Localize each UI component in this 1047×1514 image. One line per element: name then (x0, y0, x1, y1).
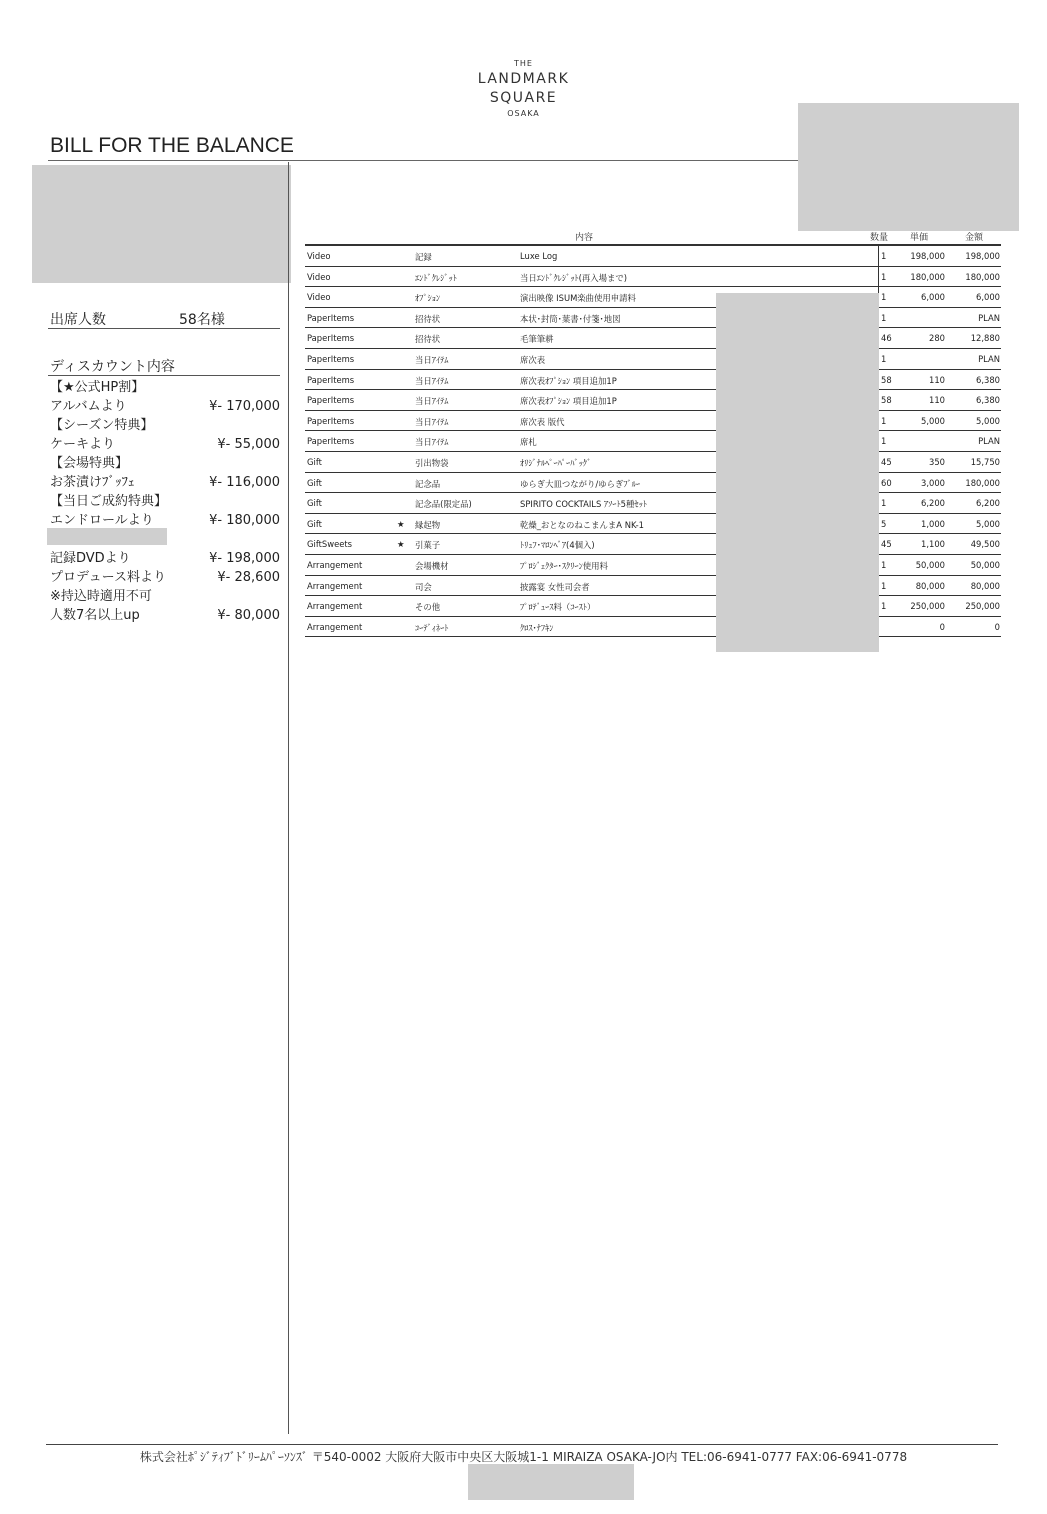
discount-amount: ¥- 170,000 (209, 399, 280, 414)
cell-description: 席次表ｵﾌﾟｼｮﾝ 項目追加1P (520, 375, 617, 386)
table-row (305, 555, 1001, 576)
cell-amount: 12,880 (970, 333, 1000, 344)
cell-description: ｸﾛｽ･ﾅﾌｷﾝ (520, 622, 554, 633)
attendance-label: 出席人数 (50, 312, 106, 328)
cell-unit-price: 350 (929, 456, 945, 467)
cell-amount: 50,000 (970, 559, 1000, 570)
cell-category: PaperItems (307, 436, 355, 447)
cell-amount: 80,000 (970, 580, 1000, 591)
cell-description: ﾌﾟﾛｼﾞｪｸﾀｰ･ｽｸﾘｰﾝ使用料 (520, 560, 608, 571)
cell-qty: 5 (881, 518, 887, 529)
table-row (305, 576, 1001, 597)
cell-unit-price: 280 (929, 333, 945, 344)
cell-qty: 1 (881, 436, 887, 447)
attendance-value: 58名様 (179, 312, 225, 328)
cell-type: 記念品 (415, 478, 441, 489)
header-amount: 金額 (965, 233, 984, 243)
cell-unit-price: 110 (929, 395, 945, 406)
cell-amount: 15,750 (970, 456, 1000, 467)
cell-unit-price: 5,000 (921, 415, 945, 426)
cell-category: PaperItems (307, 374, 355, 385)
cell-category: Arrangement (307, 621, 363, 632)
page-title: BILL FOR THE BALANCE (50, 134, 294, 157)
table-row (305, 534, 1001, 555)
discount-label: 【シーズン特典】 (50, 418, 154, 433)
discount-amount: ¥- 28,600 (217, 570, 280, 585)
logo-the: THE (514, 59, 533, 68)
cell-qty: 45 (881, 539, 892, 550)
cell-description: ｵﾘｼﾞﾅﾙﾍﾟｰﾊﾟｰﾊﾞｯｸﾞ (520, 457, 592, 468)
table-row (305, 349, 1001, 370)
cell-type: 会場機材 (415, 560, 449, 571)
cell-qty: 1 (881, 498, 887, 509)
cell-type: 当日ｱｲﾃﾑ (415, 416, 449, 427)
logo-osaka: OSAKA (507, 109, 540, 118)
cell-amount: 6,380 (976, 374, 1000, 385)
cell-amount: 6,000 (976, 292, 1000, 303)
cell-unit-price: 180,000 (910, 271, 945, 282)
cell-star: ★ (397, 518, 405, 529)
cell-type: 記録 (415, 252, 432, 262)
cell-category: Gift (307, 456, 322, 467)
cell-type: 当日ｱｲﾃﾑ (415, 375, 449, 386)
title-divider (48, 160, 800, 161)
table-row (305, 452, 1001, 473)
cell-category: Arrangement (307, 559, 363, 570)
discount-label: ※持込時適用不可 (50, 589, 152, 604)
discount-row (50, 454, 280, 473)
cell-qty: 60 (881, 477, 892, 488)
cell-description: 席次表 (520, 354, 546, 365)
redacted-client-info (32, 165, 291, 283)
cell-type: 引出物袋 (415, 457, 449, 468)
cell-type: 当日ｱｲﾃﾑ (415, 437, 449, 448)
cell-category: PaperItems (307, 353, 355, 364)
items-table (305, 227, 1001, 637)
discount-label: プロデュース料より (50, 570, 166, 585)
cell-category: Arrangement (307, 580, 363, 591)
table-row (305, 617, 1001, 638)
cell-qty: 45 (881, 456, 892, 467)
cell-amount: PLAN (978, 436, 1000, 447)
table-row (305, 431, 1001, 452)
column-divider (288, 162, 289, 1434)
table-row (305, 308, 1001, 329)
discount-row (50, 606, 280, 625)
discount-row (50, 587, 280, 606)
table-row (305, 370, 1001, 391)
discount-label: ケーキより (50, 437, 116, 452)
table-row (305, 493, 1001, 514)
cell-description: 乾燥_おとなのねこまんまA NK-1 (520, 519, 644, 530)
cell-unit-price: 110 (929, 374, 945, 385)
cell-unit-price: 1,100 (921, 539, 945, 550)
cell-amount: 180,000 (965, 477, 1000, 488)
logo-square: SQUARE (489, 90, 558, 106)
discount-label: アルバムより (50, 399, 127, 414)
cell-description: Luxe Log (520, 251, 558, 261)
cell-category: PaperItems (307, 312, 355, 323)
cell-unit-price: 250,000 (910, 601, 945, 612)
discount-row (50, 416, 280, 435)
cell-type: 招待状 (415, 313, 441, 324)
cell-amount: 198,000 (965, 251, 1000, 261)
cell-description: 披露宴 女性司会者 (520, 581, 590, 592)
cell-unit-price: 50,000 (915, 559, 945, 570)
cell-amount: 6,380 (976, 395, 1000, 406)
cell-qty: 58 (881, 395, 892, 406)
cell-category: PaperItems (307, 395, 355, 406)
cell-unit-price: 1,000 (921, 518, 945, 529)
cell-category: GiftSweets (307, 539, 353, 550)
discount-label: 【会場特典】 (50, 456, 129, 471)
cell-description: ゆらぎ大皿つながり/ゆらぎﾌﾞﾙｰ (520, 478, 641, 489)
cell-amount: 49,500 (970, 539, 1000, 550)
discount-label: 記録DVDより (50, 551, 131, 566)
header-unit-price: 単価 (910, 233, 929, 243)
cell-unit-price: 6,200 (921, 498, 945, 509)
cell-category: Video (307, 271, 331, 282)
cell-unit-price: 80,000 (915, 580, 945, 591)
company-footer: 株式会社ﾎﾟｼﾞﾃｨﾌﾞﾄﾞﾘｰﾑﾊﾟｰｿﾝｽﾞ 〒540-0002 大阪府大阪市中央区大阪城1-1 MIRAIZA OSAKA-JO内 TEL:06-6941-0777 FAX:06-6941-0778 (139, 1450, 908, 1464)
discount-divider (48, 375, 280, 376)
discount-amount: ¥- 116,000 (209, 475, 280, 490)
cell-description: 席次表 版代 (520, 416, 565, 427)
cell-category: Video (307, 251, 331, 261)
cell-type: ｴﾝﾄﾞｸﾚｼﾞｯﾄ (415, 272, 457, 283)
cell-amount: 180,000 (965, 271, 1000, 282)
cell-qty: 1 (881, 271, 887, 282)
table-row (305, 411, 1001, 432)
redacted-footer (468, 1464, 634, 1500)
cell-description: ﾄﾘｭﾌ･ﾏﾛﾝﾍﾞｱ(4個入) (520, 540, 595, 551)
cell-type: 当日ｱｲﾃﾑ (415, 354, 449, 365)
cell-type: その他 (415, 602, 441, 613)
discount-label: エンドロールより (50, 513, 154, 528)
discount-label: 人数7名以上up (50, 608, 140, 623)
cell-qty: 1 (881, 580, 887, 591)
discount-row (50, 549, 280, 568)
cell-type: 当日ｱｲﾃﾑ (415, 396, 449, 407)
cell-description: 演出映像 ISUM楽曲使用申請料 (520, 293, 636, 304)
cell-amount: 5,000 (976, 415, 1000, 426)
cell-qty: 1 (881, 415, 887, 426)
cell-qty: 1 (881, 601, 887, 612)
discount-label: お茶漬けﾌﾞｯﾌｪ (50, 475, 135, 490)
cell-qty: 1 (881, 353, 887, 364)
logo-landmark: LANDMARK (477, 71, 570, 87)
discount-row (50, 435, 280, 454)
table-row (305, 328, 1001, 349)
table-header (305, 227, 1001, 244)
discount-row (50, 378, 280, 397)
cell-amount: 0 (994, 621, 1000, 632)
cell-amount: PLAN (978, 353, 1000, 364)
cell-unit-price: 3,000 (921, 477, 945, 488)
cell-unit-price: 0 (939, 621, 945, 632)
table-row (305, 267, 1001, 288)
cell-description: SPIRITO COCKTAILS ｱｿｰﾄ5種ｾｯﾄ (520, 499, 647, 510)
cell-type: 司会 (415, 581, 432, 592)
discount-amount: ¥- 55,000 (217, 437, 280, 452)
cell-type: 縁起物 (415, 519, 441, 530)
cell-type: 引菓子 (415, 540, 441, 551)
cell-category: PaperItems (307, 333, 355, 344)
cell-qty: 1 (881, 559, 887, 570)
cell-type: 記念品(限定品) (415, 499, 472, 510)
cell-qty: 1 (881, 292, 887, 303)
cell-type: ｺｰﾃﾞｨﾈｰﾄ (415, 622, 449, 633)
table-row (305, 287, 1001, 308)
cell-unit-price: 198,000 (910, 251, 945, 261)
discount-row (50, 397, 280, 416)
attendance-divider (48, 328, 280, 329)
cell-description: 席次表ｵﾌﾟｼｮﾝ 項目追加1P (520, 396, 617, 407)
cell-category: PaperItems (307, 415, 355, 426)
redacted-table-notes (716, 293, 879, 652)
cell-type: 招待状 (415, 334, 441, 345)
discount-title: ディスカウント内容 (50, 359, 175, 375)
discount-row (50, 511, 280, 530)
cell-qty: 46 (881, 333, 892, 344)
cell-description: 当日ｴﾝﾄﾞｸﾚｼﾞｯﾄ(再入場まで) (520, 272, 628, 283)
cell-qty: 1 (881, 312, 887, 323)
cell-star: ★ (397, 539, 405, 550)
discount-row (50, 473, 280, 492)
cell-qty: 1 (881, 251, 887, 261)
discount-label: 【当日ご成約特典】 (50, 494, 168, 509)
cell-amount: 5,000 (976, 518, 1000, 529)
discount-row (50, 568, 280, 587)
discount-amount: ¥- 80,000 (217, 608, 280, 623)
footer-divider (46, 1444, 998, 1445)
redacted-top-right (798, 103, 1019, 231)
cell-amount: 6,200 (976, 498, 1000, 509)
cell-description: 席札 (520, 437, 537, 448)
cell-category: Video (307, 292, 331, 303)
table-row (305, 390, 1001, 411)
cell-category: Gift (307, 518, 322, 529)
table-row (305, 246, 1001, 267)
cell-category: Arrangement (307, 601, 363, 612)
cell-amount: 250,000 (965, 601, 1000, 612)
cell-description: 毛筆筆耕 (520, 334, 554, 345)
cell-description: ﾌﾟﾛﾃﾞｭｰｽ料（ｺｰｽﾄ） (520, 602, 596, 613)
table-row (305, 514, 1001, 535)
cell-type: ｵﾌﾟｼｮﾝ (415, 293, 441, 304)
cell-amount: PLAN (978, 312, 1000, 323)
header-content: 内容 (575, 233, 594, 243)
discount-amount: ¥- 180,000 (209, 513, 280, 528)
discount-row (50, 492, 280, 511)
table-row (305, 473, 1001, 494)
cell-category: Gift (307, 498, 322, 509)
cell-description: 本状･封筒･葉書･付箋･地図 (520, 313, 621, 324)
discount-amount: ¥- 198,000 (209, 551, 280, 566)
header-qty: 数量 (870, 233, 889, 243)
cell-qty: 58 (881, 374, 892, 385)
table-row (305, 596, 1001, 617)
redacted-discount-line (47, 528, 167, 545)
cell-unit-price: 6,000 (921, 292, 945, 303)
cell-category: Gift (307, 477, 322, 488)
discount-label: 【★公式HP割】 (50, 380, 145, 395)
